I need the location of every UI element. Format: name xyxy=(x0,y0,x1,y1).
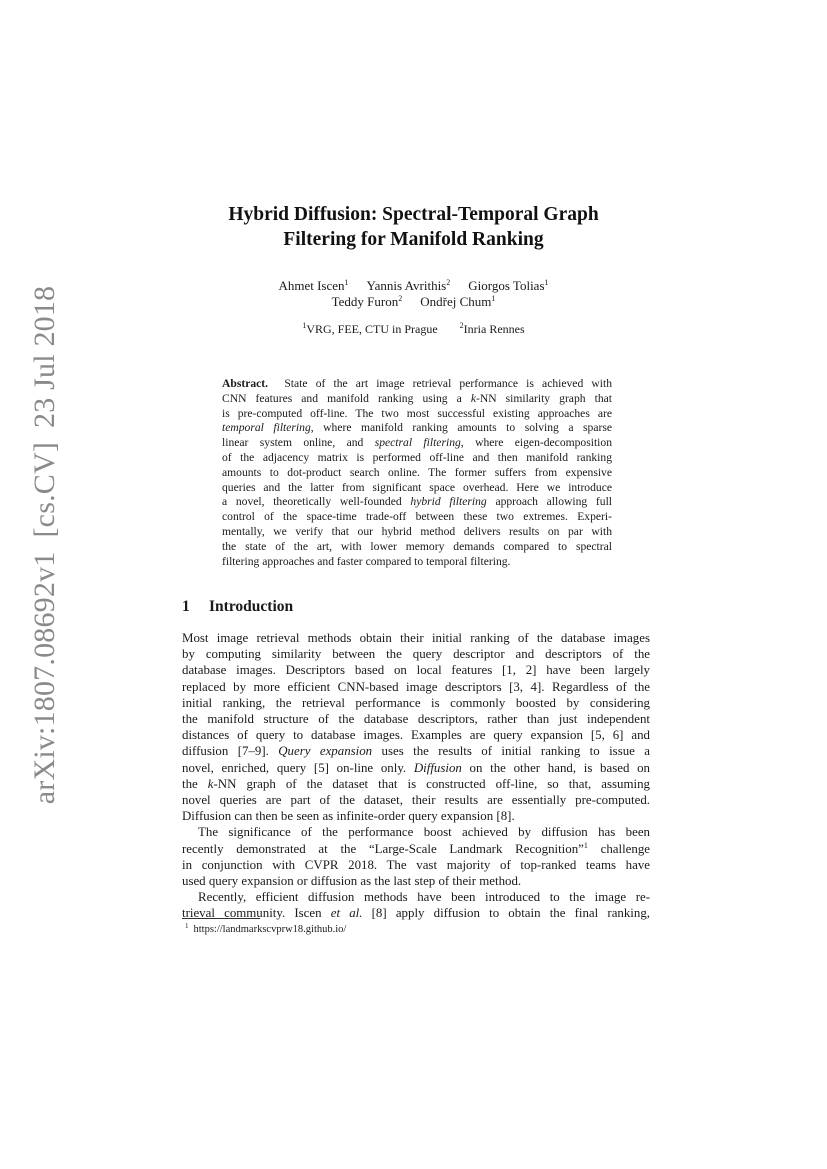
abstract-text: State of the art image retrieval performance is achieved with xyxy=(284,377,613,390)
arxiv-id: arXiv:1807.08692v1 xyxy=(28,551,61,805)
body-line: database images. Descriptors based on local features [1, 2] have been largely xyxy=(182,663,650,678)
title-line: Filtering for Manifold Ranking xyxy=(283,229,544,250)
abstract-text: linear system online, and xyxy=(222,436,375,450)
abstract-label: Abstract. xyxy=(222,377,269,390)
footnote-mark: 1 xyxy=(185,922,189,930)
affiliation-name: VRG, FEE, CTU in Prague xyxy=(306,322,438,336)
abstract-line: control of the space-time trade-off between these two extremes. Experi- xyxy=(222,510,612,524)
author xyxy=(420,294,495,309)
affiliation-mark: 2 xyxy=(459,321,464,330)
body-line: Diffusion can then be seen as infinite-order query expansion [8]. xyxy=(182,809,515,824)
footnote-divider xyxy=(182,918,260,919)
body-line: in conjunction with CVPR 2018. The vast majority of top-ranked teams have xyxy=(182,857,650,872)
body-line xyxy=(182,760,650,776)
emphasis: Diffusion xyxy=(413,760,462,775)
body-line: the manifold structure of the database descriptors, rather than just independent xyxy=(182,712,650,727)
body-text-fragment: diffusion [7–9]. xyxy=(182,744,279,759)
abstract-text: , where eigen-decomposition xyxy=(460,436,612,450)
math-k: k xyxy=(470,391,476,405)
affiliation-mark: 1 xyxy=(302,321,307,330)
author xyxy=(332,294,403,309)
body-line: initial ranking, the retrieval performance is commonly boosted by considering xyxy=(182,695,650,710)
body-text xyxy=(182,630,650,922)
abstract-text: -NN similarity graph that xyxy=(476,391,612,405)
abstract-text: , where manifold ranking amounts to solving a sparse xyxy=(310,421,612,435)
body-line xyxy=(182,905,650,921)
affiliation-mark: 1 xyxy=(491,294,496,303)
abstract-line: the state of the art, with lower memory demands compared to spectral xyxy=(222,539,612,553)
abstract-line: amounts to dot-product search online. The former suffers from expensive xyxy=(222,465,612,479)
footnote xyxy=(185,923,346,936)
affiliation-mark: 1 xyxy=(344,278,349,287)
abstract-line: of the adjacency matrix is performed off-line and then manifold ranking xyxy=(222,450,612,464)
author-list xyxy=(0,278,827,310)
body-line: Recently, efficient diffusion methods have been introduced to the image re- xyxy=(198,890,650,905)
abstract-line: is pre-computed off-line. The two most successful existing approaches are xyxy=(222,406,612,420)
body-text-fragment: on the other hand, is based on xyxy=(461,760,650,775)
emphasis: hybrid filtering xyxy=(410,495,487,509)
abstract-line xyxy=(222,495,612,510)
arxiv-category: [cs.CV] xyxy=(28,441,61,538)
author-name: Ahmet Iscen xyxy=(278,278,345,293)
body-line: replaced by more efficient CNN-based image descriptors [3, 4]. Regardless of the xyxy=(182,679,650,694)
affiliation-mark: 1 xyxy=(544,278,549,287)
body-line: used query expansion or diffusion as the last step of their method. xyxy=(182,874,522,889)
footnote-link[interactable]: https://landmarkscvprw18.github.io/ xyxy=(193,924,347,935)
author-name: Giorgos Tolias xyxy=(468,278,545,293)
emphasis: spectral filtering xyxy=(374,436,461,450)
affiliation xyxy=(460,322,525,336)
abstract-text: a novel, theoretically well-founded xyxy=(222,495,411,509)
body-line: The significance of the performance boost achieved by diffusion has been xyxy=(198,825,650,840)
body-line: distances of query to database images. Examples are query expansion [5, 6] and xyxy=(182,728,650,743)
body-line xyxy=(182,743,650,759)
body-line: Most image retrieval methods obtain their initial ranking of the database images xyxy=(182,631,650,645)
footnote-mark[interactable]: 1 xyxy=(583,840,588,850)
author xyxy=(278,278,348,293)
body-text-fragment: the xyxy=(182,776,208,791)
abstract-line xyxy=(222,377,612,392)
body-line xyxy=(182,841,650,857)
affiliation-mark: 2 xyxy=(446,278,451,287)
author-name: Yannis Avrithis xyxy=(366,278,447,293)
title-line: Hybrid Diffusion: Spectral-Temporal Graph xyxy=(228,204,599,225)
emphasis: et al. xyxy=(330,906,363,921)
paper-title xyxy=(0,202,827,252)
body-text-fragment: [8] apply diffusion to obtain the final ranking, xyxy=(362,906,651,921)
author xyxy=(367,278,451,293)
abstract-line: mentally, we verify that our hybrid method delivers results on par with xyxy=(222,524,612,538)
body-text-fragment: uses the results of initial ranking to issue a xyxy=(372,744,650,759)
body-line: novel queries are part of the dataset, their results are essentially pre-computed. xyxy=(182,793,650,808)
body-line xyxy=(182,776,650,792)
affiliations xyxy=(0,322,827,337)
body-line: by computing similarity between the query descriptor and descriptors of the xyxy=(182,647,650,662)
section-title: Introduction xyxy=(209,598,294,615)
affiliation xyxy=(302,322,437,336)
section-heading xyxy=(182,598,293,616)
abstract-line: queries and the latter from significant space overhead. Here we introduce xyxy=(222,480,612,494)
abstract-line xyxy=(222,392,612,407)
body-text-fragment: challenge xyxy=(587,841,650,856)
body-text-fragment: recently demonstrated at the “Large-Scale Landmark Recognition” xyxy=(182,841,584,856)
emphasis: temporal filtering xyxy=(222,421,311,435)
abstract-text: approach allowing full xyxy=(486,495,613,509)
author xyxy=(468,278,548,293)
abstract-line: filtering approaches and faster compared to temporal filtering. xyxy=(222,554,511,568)
body-text-fragment: novel, enriched, query [5] on-line only. xyxy=(182,760,414,775)
emphasis: Query expansion xyxy=(278,744,373,759)
author-name: Teddy Furon xyxy=(331,294,399,309)
arxiv-stamp xyxy=(28,286,62,805)
abstract-line xyxy=(222,436,612,451)
body-text-fragment: trieval community. Iscen xyxy=(182,906,331,921)
section-number: 1 xyxy=(182,598,190,615)
math-k: k xyxy=(207,776,214,791)
abstract xyxy=(222,377,612,569)
affiliation-mark: 2 xyxy=(398,294,403,303)
affiliation-name: Inria Rennes xyxy=(463,322,525,336)
abstract-line xyxy=(222,421,612,436)
arxiv-date: 23 Jul 2018 xyxy=(28,285,61,428)
abstract-text: CNN features and manifold ranking using a xyxy=(222,391,471,405)
body-text-fragment: -NN graph of the dataset that is constructed off-line, so that, assuming xyxy=(213,776,650,791)
author-name: Ondřej Chum xyxy=(420,294,492,309)
